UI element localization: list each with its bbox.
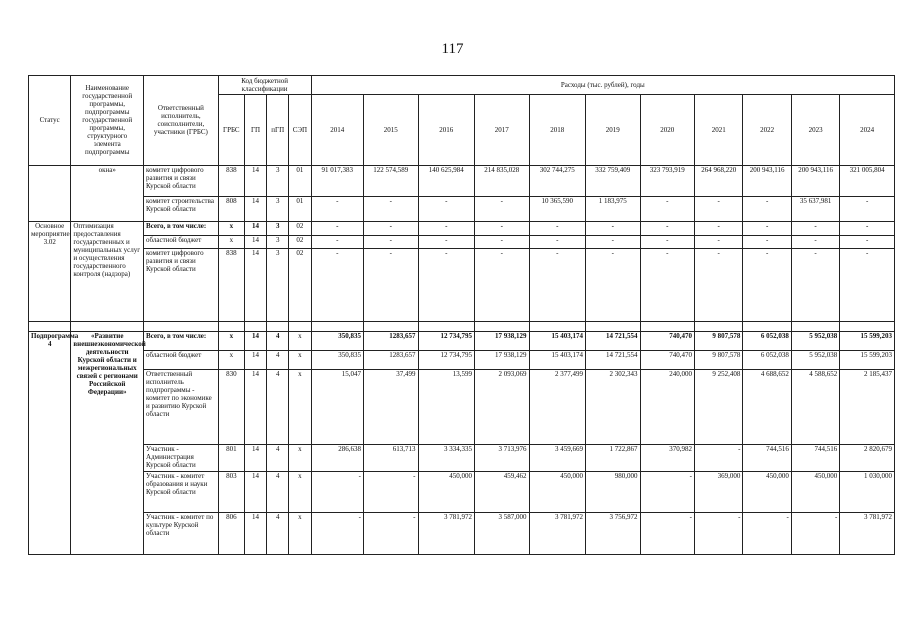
budget-table — [28, 75, 895, 555]
table-row — [29, 350, 895, 369]
table-row — [29, 248, 895, 321]
table-row — [29, 369, 895, 444]
value-cell: - — [475, 236, 529, 248]
value-cell: 15 599,203 — [840, 350, 895, 369]
value-cell: 35 637,981 — [791, 196, 839, 221]
value-cell: 2 377,499 — [529, 369, 586, 444]
code-gp: 14 — [244, 248, 266, 321]
value-cell: 15,047 — [311, 369, 363, 444]
value-cell: - — [586, 236, 640, 248]
header-status: Статус — [29, 76, 71, 166]
row-executor: Участник - комитет по культуре Курской области — [144, 513, 219, 555]
value-cell: - — [743, 221, 791, 236]
header-grbs: ГРБС — [218, 94, 244, 165]
code-pgp: 3 — [267, 236, 289, 248]
code-sep: 02 — [289, 221, 311, 236]
header-year: 2019 — [586, 94, 640, 165]
empty-cell — [840, 321, 895, 331]
row-name: «Развитие внешнеэкономической деятельности Курской области и межрегиональных связей с регионами Российской Федерации» — [71, 332, 144, 555]
value-cell: - — [475, 221, 529, 236]
value-cell: - — [311, 513, 363, 555]
value-cell: 3 756,972 — [586, 513, 640, 555]
value-cell: 10 365,590 — [529, 196, 586, 221]
row-executor: Ответственный исполнитель подпрограммы - комитет по экономике и развитию Курской области — [144, 369, 219, 444]
empty-cell — [791, 321, 839, 331]
value-cell: 14 721,554 — [586, 332, 640, 351]
value-cell: 9 807,578 — [694, 350, 742, 369]
value-cell: 613,713 — [364, 444, 418, 471]
value-cell: 332 759,409 — [586, 165, 640, 196]
code-grbs: 801 — [218, 444, 244, 471]
row-name: окна» — [71, 165, 144, 221]
value-cell: 15 403,174 — [529, 350, 586, 369]
value-cell: 740,470 — [640, 332, 694, 351]
value-cell: 17 938,129 — [475, 332, 529, 351]
header-expenses: Расходы (тыс. рублей), годы — [311, 76, 894, 95]
header-year: 2016 — [418, 94, 475, 165]
value-cell: - — [840, 196, 895, 221]
code-grbs: 838 — [218, 248, 244, 321]
row-executor: комитет цифрового развития и связи Курской области — [144, 248, 219, 321]
value-cell: - — [364, 248, 418, 321]
value-cell: - — [640, 471, 694, 513]
empty-cell — [529, 321, 586, 331]
row-executor: Участник - Администрация Курской области — [144, 444, 219, 471]
value-cell: 12 734,795 — [418, 332, 475, 351]
empty-cell — [218, 321, 244, 331]
value-cell: 450,000 — [791, 471, 839, 513]
header-gp: ГП — [244, 94, 266, 165]
value-cell: 2 820,679 — [840, 444, 895, 471]
separator-row — [29, 321, 895, 331]
value-cell: - — [791, 248, 839, 321]
header-year: 2015 — [364, 94, 418, 165]
value-cell: 450,000 — [418, 471, 475, 513]
value-cell: 744,516 — [791, 444, 839, 471]
value-cell: 5 952,038 — [791, 350, 839, 369]
value-cell: 15 403,174 — [529, 332, 586, 351]
value-cell: 122 574,589 — [364, 165, 418, 196]
value-cell: - — [311, 221, 363, 236]
row-executor: Участник - комитет образования и науки Курской области — [144, 471, 219, 513]
empty-cell — [71, 321, 144, 331]
code-pgp: 4 — [267, 369, 289, 444]
value-cell: 15 599,203 — [840, 332, 895, 351]
value-cell: 369,000 — [694, 471, 742, 513]
value-cell: - — [694, 221, 742, 236]
table-row — [29, 221, 895, 236]
value-cell: - — [743, 248, 791, 321]
empty-cell — [418, 321, 475, 331]
value-cell: 264 968,220 — [694, 165, 742, 196]
code-sep: х — [289, 350, 311, 369]
empty-cell — [29, 321, 71, 331]
table-row — [29, 513, 895, 555]
value-cell: - — [791, 221, 839, 236]
value-cell: 9 252,408 — [694, 369, 742, 444]
code-sep: 02 — [289, 236, 311, 248]
value-cell: - — [364, 236, 418, 248]
value-cell: 200 943,116 — [743, 165, 791, 196]
code-gp: 14 — [244, 332, 266, 351]
code-sep: х — [289, 332, 311, 351]
table-row — [29, 236, 895, 248]
header-year: 2024 — [840, 94, 895, 165]
value-cell: 1 030,000 — [840, 471, 895, 513]
value-cell: - — [311, 236, 363, 248]
value-cell: - — [694, 444, 742, 471]
code-sep: х — [289, 444, 311, 471]
row-executor: Всего, в том числе: — [144, 332, 219, 351]
empty-cell — [289, 321, 311, 331]
header-executor: Ответственный исполнитель, соисполнители, участники (ГРБС) — [144, 76, 219, 166]
value-cell: 450,000 — [529, 471, 586, 513]
empty-cell — [586, 321, 640, 331]
value-cell: 3 781,972 — [840, 513, 895, 555]
row-status — [29, 165, 71, 221]
row-executor: областной бюджет — [144, 350, 219, 369]
code-sep: х — [289, 471, 311, 513]
code-gp: 14 — [244, 471, 266, 513]
code-sep: 01 — [289, 165, 311, 196]
value-cell: 5 952,038 — [791, 332, 839, 351]
code-pgp: 3 — [267, 221, 289, 236]
code-grbs: х — [218, 332, 244, 351]
code-sep: х — [289, 513, 311, 555]
table-row — [29, 471, 895, 513]
value-cell: 302 744,275 — [529, 165, 586, 196]
value-cell: 4 588,652 — [791, 369, 839, 444]
value-cell: - — [743, 196, 791, 221]
value-cell: 3 587,000 — [475, 513, 529, 555]
empty-cell — [743, 321, 791, 331]
header-name: Наименование государственной программы, подпрограммы государственной программы, структурного элемента подпрограммы — [71, 76, 144, 166]
value-cell: 140 625,984 — [418, 165, 475, 196]
header-year: 2022 — [743, 94, 791, 165]
table-row — [29, 444, 895, 471]
value-cell: 4 688,652 — [743, 369, 791, 444]
value-cell: 2 185,437 — [840, 369, 895, 444]
value-cell: - — [694, 196, 742, 221]
header-code: Код бюджетной классификации — [218, 76, 311, 95]
value-cell: - — [311, 196, 363, 221]
value-cell: 240,000 — [640, 369, 694, 444]
value-cell: 9 807,578 — [694, 332, 742, 351]
code-pgp: 3 — [267, 248, 289, 321]
value-cell: 350,835 — [311, 350, 363, 369]
value-cell: 13,599 — [418, 369, 475, 444]
value-cell: - — [364, 471, 418, 513]
value-cell: - — [840, 248, 895, 321]
value-cell: 2 302,343 — [586, 369, 640, 444]
table-row — [29, 196, 895, 221]
value-cell: - — [640, 196, 694, 221]
empty-cell — [694, 321, 742, 331]
value-cell: - — [418, 248, 475, 321]
value-cell: 3 713,976 — [475, 444, 529, 471]
value-cell: - — [529, 248, 586, 321]
header-pgp: пГП — [267, 94, 289, 165]
value-cell: 17 938,129 — [475, 350, 529, 369]
value-cell: 6 052,038 — [743, 350, 791, 369]
code-grbs: 808 — [218, 196, 244, 221]
value-cell: - — [475, 248, 529, 321]
value-cell: - — [529, 221, 586, 236]
row-name: Оптимизация предоставления государственных и муниципальных услуг и осуществления государственного контроля (надзора) — [71, 221, 144, 321]
page-number: 117 — [441, 41, 464, 57]
value-cell: 1283,657 — [364, 332, 418, 351]
code-pgp: 4 — [267, 513, 289, 555]
value-cell: - — [418, 196, 475, 221]
code-gp: 14 — [244, 196, 266, 221]
value-cell: 3 781,972 — [529, 513, 586, 555]
value-cell: - — [311, 248, 363, 321]
code-pgp: 4 — [267, 444, 289, 471]
code-grbs: 806 — [218, 513, 244, 555]
header-year: 2021 — [694, 94, 742, 165]
value-cell: - — [418, 221, 475, 236]
value-cell: - — [743, 513, 791, 555]
code-grbs: 803 — [218, 471, 244, 513]
code-pgp: 4 — [267, 471, 289, 513]
code-grbs: 830 — [218, 369, 244, 444]
value-cell: 6 052,038 — [743, 332, 791, 351]
code-pgp: 3 — [267, 165, 289, 196]
value-cell: 1 183,975 — [586, 196, 640, 221]
value-cell: 214 835,028 — [475, 165, 529, 196]
value-cell: - — [364, 221, 418, 236]
row-executor: областной бюджет — [144, 236, 219, 248]
value-cell: - — [311, 471, 363, 513]
header-year: 2018 — [529, 94, 586, 165]
code-pgp: 4 — [267, 350, 289, 369]
value-cell: - — [791, 236, 839, 248]
value-cell: - — [640, 236, 694, 248]
value-cell: 14 721,554 — [586, 350, 640, 369]
value-cell: 740,470 — [640, 350, 694, 369]
code-sep: 01 — [289, 196, 311, 221]
value-cell: 12 734,795 — [418, 350, 475, 369]
header-sep: СЭП — [289, 94, 311, 165]
code-gp: 14 — [244, 444, 266, 471]
value-cell: - — [840, 236, 895, 248]
value-cell: - — [743, 236, 791, 248]
code-grbs: х — [218, 221, 244, 236]
value-cell: - — [694, 236, 742, 248]
code-gp: 14 — [244, 350, 266, 369]
value-cell: - — [364, 513, 418, 555]
code-pgp: 4 — [267, 332, 289, 351]
value-cell: 350,835 — [311, 332, 363, 351]
value-cell: - — [418, 236, 475, 248]
code-gp: 14 — [244, 236, 266, 248]
table-row — [29, 332, 895, 351]
empty-cell — [364, 321, 418, 331]
value-cell: - — [364, 196, 418, 221]
value-cell: - — [791, 513, 839, 555]
value-cell: - — [529, 236, 586, 248]
value-cell: 370,982 — [640, 444, 694, 471]
row-executor: комитет цифрового развития и связи Курской области — [144, 165, 219, 196]
code-gp: 14 — [244, 513, 266, 555]
value-cell: - — [640, 221, 694, 236]
code-grbs: х — [218, 236, 244, 248]
code-pgp: 3 — [267, 196, 289, 221]
table-row — [29, 165, 895, 196]
row-status: Подпрограмма 4 — [29, 332, 71, 555]
empty-cell — [311, 321, 363, 331]
code-grbs: 838 — [218, 165, 244, 196]
code-gp: 14 — [244, 165, 266, 196]
value-cell: - — [475, 196, 529, 221]
value-cell: - — [840, 221, 895, 236]
code-grbs: х — [218, 350, 244, 369]
value-cell: 450,000 — [743, 471, 791, 513]
empty-cell — [267, 321, 289, 331]
value-cell: 459,462 — [475, 471, 529, 513]
header-year: 2020 — [640, 94, 694, 165]
value-cell: - — [640, 248, 694, 321]
value-cell: - — [586, 248, 640, 321]
empty-cell — [144, 321, 219, 331]
value-cell: 91 017,383 — [311, 165, 363, 196]
value-cell: - — [694, 513, 742, 555]
value-cell: 321 005,804 — [840, 165, 895, 196]
code-gp: 14 — [244, 369, 266, 444]
value-cell: 3 459,669 — [529, 444, 586, 471]
value-cell: 744,516 — [743, 444, 791, 471]
value-cell: 1 722,867 — [586, 444, 640, 471]
value-cell: 323 793,919 — [640, 165, 694, 196]
header-year: 2014 — [311, 94, 363, 165]
row-status: Основное мероприятие 3.02 — [29, 221, 71, 321]
value-cell: 200 943,116 — [791, 165, 839, 196]
value-cell: 980,000 — [586, 471, 640, 513]
row-executor: Всего, в том числе: — [144, 221, 219, 236]
empty-cell — [244, 321, 266, 331]
value-cell: 37,499 — [364, 369, 418, 444]
code-gp: 14 — [244, 221, 266, 236]
code-sep: 02 — [289, 248, 311, 321]
value-cell: - — [640, 513, 694, 555]
value-cell: 2 093,069 — [475, 369, 529, 444]
value-cell: 3 781,972 — [418, 513, 475, 555]
value-cell: 1283,657 — [364, 350, 418, 369]
row-executor: комитет строительства Курской области — [144, 196, 219, 221]
header-year: 2017 — [475, 94, 529, 165]
empty-cell — [475, 321, 529, 331]
empty-cell — [640, 321, 694, 331]
value-cell: 3 334,335 — [418, 444, 475, 471]
value-cell: - — [694, 248, 742, 321]
header-year: 2023 — [791, 94, 839, 165]
code-sep: х — [289, 369, 311, 444]
value-cell: 286,638 — [311, 444, 363, 471]
value-cell: - — [586, 221, 640, 236]
